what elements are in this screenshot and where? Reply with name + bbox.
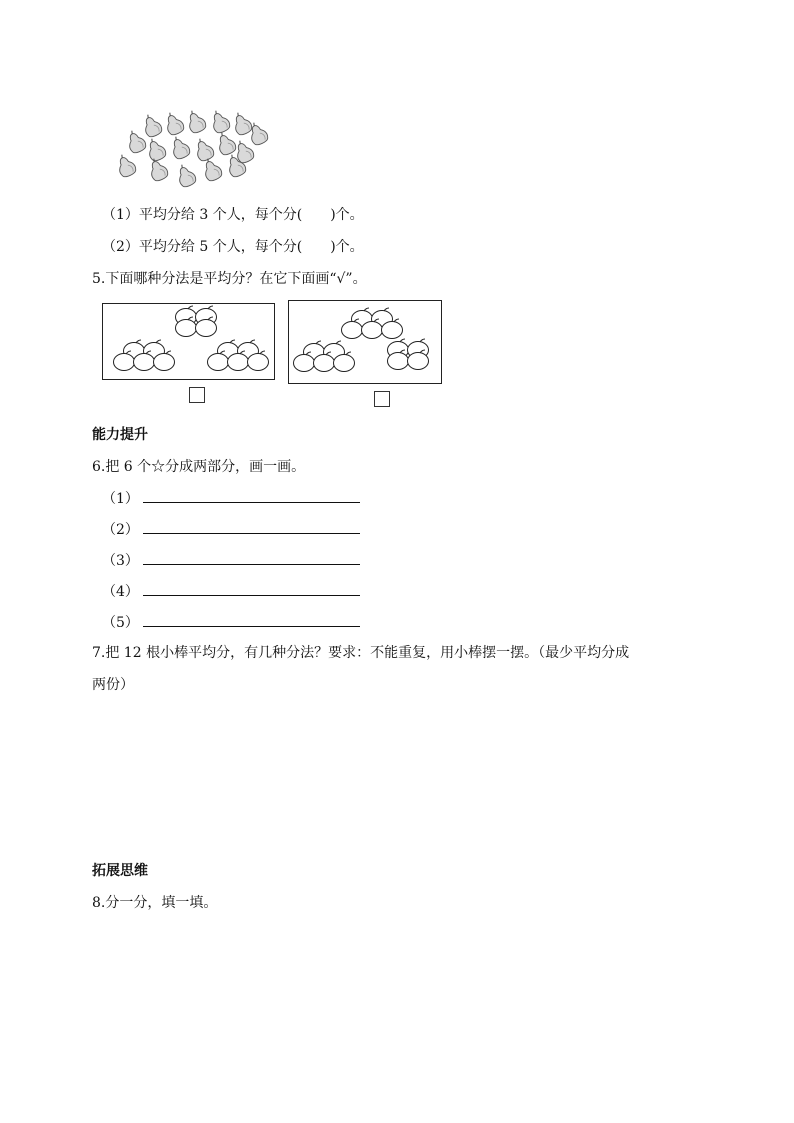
pear-icon (168, 134, 192, 161)
q6-item-label: （3） (102, 553, 139, 569)
q4-item-2-end: )个。 (330, 239, 364, 255)
q6-item-2 (102, 520, 360, 539)
pear-icon (114, 152, 138, 179)
pear-icon (214, 130, 238, 157)
q5-text: 5.下面哪种分法是平均分？在它下面画“√”。 (92, 271, 367, 287)
pear-icon (140, 112, 164, 139)
q6-text: 6.把 6 个☆分成两部分，画一画。 (92, 459, 306, 475)
section-heading-ability: 能力提升 (92, 427, 148, 443)
drawing-line[interactable] (143, 520, 360, 534)
section-heading-extend: 拓展思维 (92, 863, 148, 879)
q4-item-2-text: （2）平均分给 5 个人，每个分( (102, 239, 303, 255)
q7-text-line-2: 两份） (92, 677, 134, 693)
option-a-checkbox[interactable] (189, 387, 205, 403)
q6-item-5 (102, 613, 360, 632)
pear-icon (208, 108, 232, 135)
q6-item-4 (102, 582, 360, 601)
pears-illustration (108, 108, 268, 188)
pear-icon (230, 110, 254, 137)
q4-item-2 (102, 238, 364, 256)
q8-text: 8.分一分，填一填。 (92, 895, 218, 911)
q6-item-label: （1） (102, 491, 139, 507)
option-b-checkbox[interactable] (374, 391, 390, 407)
pear-icon (174, 162, 198, 189)
pear-icon (144, 136, 168, 163)
option-b-apples (288, 300, 440, 382)
pear-icon (184, 108, 208, 135)
q6-item-label: （4） (102, 584, 139, 600)
q6-item-label: （5） (102, 615, 139, 631)
pear-icon (162, 110, 186, 137)
q4-item-1 (102, 206, 364, 224)
drawing-line[interactable] (143, 582, 360, 596)
pear-icon (192, 136, 216, 163)
pear-icon (124, 128, 148, 155)
drawing-line[interactable] (143, 613, 360, 627)
drawing-line[interactable] (143, 551, 360, 565)
q4-item-1-end: )个。 (330, 207, 364, 223)
q4-item-1-text: （1）平均分给 3 个人，每个分( (102, 207, 303, 223)
q6-item-1 (102, 489, 360, 508)
q7-text-line-1: 7.把 12 根小棒平均分，有几种分法？要求：不能重复，用小棒摆一摆。（最少平均分成 (92, 645, 630, 661)
q6-item-label: （2） (102, 522, 139, 538)
q6-item-3 (102, 551, 360, 570)
option-a-apples (102, 303, 273, 378)
drawing-line[interactable] (143, 489, 360, 503)
